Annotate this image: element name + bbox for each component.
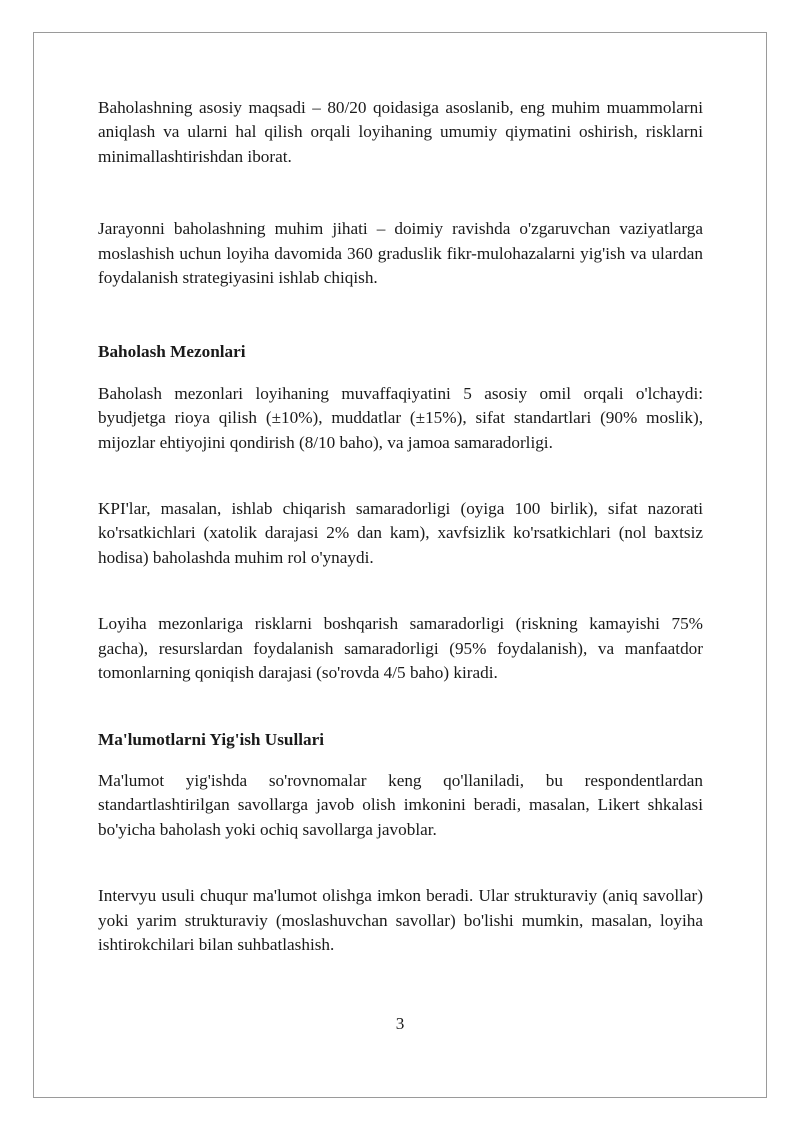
paragraph: Baholashning asosiy maqsadi – 80/20 qoidasiga asoslanib, eng muhim muammolarni aniqlash va ularni hal qilish orqali loyihaning umumiy qiymatini oshirish, risklarni minimallashtirishdan iborat. xyxy=(98,98,703,166)
paragraph: Intervyu usuli chuqur ma'lumot olishga imkon beradi. Ular strukturaviy (aniq savollar) yoki yarim strukturaviy (moslashuvchan savollar) bo'lishi mumkin, masalan, loyiha ishtirokchilari bilan suhbatlashish. xyxy=(98,886,703,954)
paragraph: Loyiha mezonlariga risklarni boshqarish samaradorligi (riskning kamayishi 75% gacha), resurslardan foydalanish samaradorligi (95% foydalanish), va manfaatdor tomonlarning qoniqish darajasi (so'rovda 4/5 baho) kiradi. xyxy=(98,614,703,683)
paragraph: Baholash mezonlari loyihaning muvaffaqiyatini 5 asosiy omil orqali o'lchaydi: byudjetga rioya qilish (±10%), muddatlar (±15%), sifat standartlari (90% moslik), mijozlar ehtiyojini qondirish (8/10 baho), va jamoa samaradorligi. xyxy=(98,383,703,452)
paragraph: Jarayonni baholashning muhim jihati – doimiy ravishda o'zgaruvchan vaziyatlarga moslashish uchun loyiha davomida 360 graduslik fikr-mulohazalarni yig'ish va ulardan foydalanish strategiyasini ishlab chiqish. xyxy=(98,219,703,288)
paragraph: Ma'lumot yig'ishda so'rovnomalar keng qo'llaniladi, bu respondentlardan standartlashtirilgan savollarga javob olish imkonini beradi, masalan, Likert shkalasi bo'yicha baholash yoki ochiq savollarga javoblar. xyxy=(98,770,703,839)
section-heading: Baholash Mezonlari xyxy=(98,342,246,362)
section-heading: Ma'lumotlarni Yig'ish Usullari xyxy=(98,729,324,749)
page-content xyxy=(98,96,703,957)
paragraph: KPI'lar, masalan, ishlab chiqarish samaradorligi (oyiga 100 birlik), sifat nazorati ko'rsatkichlari (xatolik darajasi 2% dan kam), xavfsizlik ko'rsatkichlari (nol baxtsiz hodisa) baholashda muhim rol o'ynaydi. xyxy=(98,499,703,567)
page-number: 3 xyxy=(395,1014,405,1033)
document-page xyxy=(33,32,767,1098)
